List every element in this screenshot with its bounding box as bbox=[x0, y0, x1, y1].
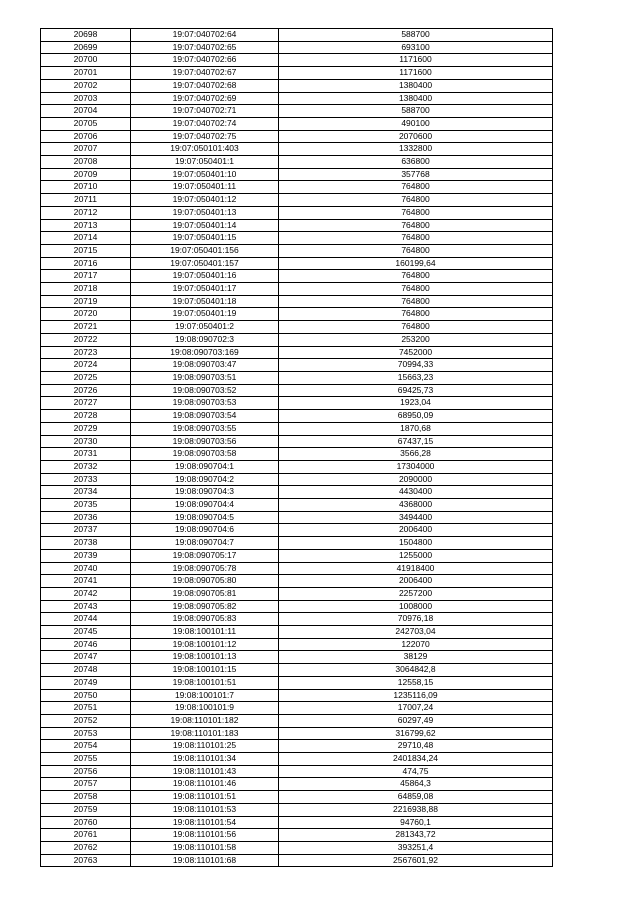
row-number-cell: 20755 bbox=[41, 753, 131, 766]
value-cell: 1923,04 bbox=[279, 397, 553, 410]
value-cell: 242703,04 bbox=[279, 626, 553, 639]
value-cell: 316799,62 bbox=[279, 727, 553, 740]
row-number-cell: 20728 bbox=[41, 410, 131, 423]
row-number-cell: 20703 bbox=[41, 92, 131, 105]
cadastral-number-cell: 19:08:090703:51 bbox=[131, 371, 279, 384]
value-cell: 764800 bbox=[279, 244, 553, 257]
row-number-cell: 20699 bbox=[41, 41, 131, 54]
row-number-cell: 20761 bbox=[41, 829, 131, 842]
cadastral-number-cell: 19:07:040702:74 bbox=[131, 117, 279, 130]
value-cell: 588700 bbox=[279, 105, 553, 118]
cadastral-number-cell: 19:08:090703:58 bbox=[131, 448, 279, 461]
table-row bbox=[41, 829, 553, 842]
cadastral-number-cell: 19:08:100101:13 bbox=[131, 651, 279, 664]
table-row bbox=[41, 219, 553, 232]
cadastral-number-cell: 19:08:090704:3 bbox=[131, 486, 279, 499]
value-cell: 94760,1 bbox=[279, 816, 553, 829]
value-cell: 2257200 bbox=[279, 587, 553, 600]
cadastral-value-table bbox=[40, 28, 553, 867]
cadastral-number-cell: 19:07:040702:69 bbox=[131, 92, 279, 105]
cadastral-number-cell: 19:08:110101:56 bbox=[131, 829, 279, 842]
cadastral-number-cell: 19:07:040702:75 bbox=[131, 130, 279, 143]
cadastral-number-cell: 19:08:110101:25 bbox=[131, 740, 279, 753]
cadastral-number-cell: 19:08:090703:169 bbox=[131, 346, 279, 359]
cadastral-number-cell: 19:08:090705:80 bbox=[131, 575, 279, 588]
value-cell: 693100 bbox=[279, 41, 553, 54]
cadastral-number-cell: 19:07:050401:156 bbox=[131, 244, 279, 257]
cadastral-number-cell: 19:08:100101:15 bbox=[131, 664, 279, 677]
value-cell: 122070 bbox=[279, 638, 553, 651]
cadastral-number-cell: 19:08:090705:78 bbox=[131, 562, 279, 575]
value-cell: 1008000 bbox=[279, 600, 553, 613]
table-row bbox=[41, 854, 553, 867]
row-number-cell: 20731 bbox=[41, 448, 131, 461]
value-cell: 253200 bbox=[279, 333, 553, 346]
table-row bbox=[41, 397, 553, 410]
row-number-cell: 20724 bbox=[41, 359, 131, 372]
value-cell: 29710,48 bbox=[279, 740, 553, 753]
row-number-cell: 20762 bbox=[41, 842, 131, 855]
table-row bbox=[41, 676, 553, 689]
row-number-cell: 20711 bbox=[41, 194, 131, 207]
row-number-cell: 20720 bbox=[41, 308, 131, 321]
row-number-cell: 20706 bbox=[41, 130, 131, 143]
table-row bbox=[41, 359, 553, 372]
value-cell: 357768 bbox=[279, 168, 553, 181]
table-row bbox=[41, 143, 553, 156]
value-cell: 764800 bbox=[279, 321, 553, 334]
value-cell: 2090000 bbox=[279, 473, 553, 486]
cadastral-number-cell: 19:08:090704:7 bbox=[131, 537, 279, 550]
table-row bbox=[41, 67, 553, 80]
cadastral-number-cell: 19:08:110101:34 bbox=[131, 753, 279, 766]
table-row bbox=[41, 41, 553, 54]
row-number-cell: 20757 bbox=[41, 778, 131, 791]
value-cell: 1332800 bbox=[279, 143, 553, 156]
value-cell: 41918400 bbox=[279, 562, 553, 575]
row-number-cell: 20702 bbox=[41, 79, 131, 92]
value-cell: 2006400 bbox=[279, 524, 553, 537]
value-cell: 1235116,09 bbox=[279, 689, 553, 702]
table-row bbox=[41, 244, 553, 257]
row-number-cell: 20712 bbox=[41, 206, 131, 219]
row-number-cell: 20750 bbox=[41, 689, 131, 702]
table-row bbox=[41, 410, 553, 423]
row-number-cell: 20746 bbox=[41, 638, 131, 651]
cadastral-number-cell: 19:08:090705:82 bbox=[131, 600, 279, 613]
cadastral-number-cell: 19:08:110101:68 bbox=[131, 854, 279, 867]
value-cell: 70994,33 bbox=[279, 359, 553, 372]
table-row bbox=[41, 473, 553, 486]
row-number-cell: 20735 bbox=[41, 499, 131, 512]
row-number-cell: 20704 bbox=[41, 105, 131, 118]
cadastral-number-cell: 19:08:090703:53 bbox=[131, 397, 279, 410]
cadastral-number-cell: 19:08:110101:58 bbox=[131, 842, 279, 855]
row-number-cell: 20701 bbox=[41, 67, 131, 80]
table-row bbox=[41, 740, 553, 753]
value-cell: 2006400 bbox=[279, 575, 553, 588]
row-number-cell: 20743 bbox=[41, 600, 131, 613]
cadastral-number-cell: 19:08:100101:9 bbox=[131, 702, 279, 715]
row-number-cell: 20722 bbox=[41, 333, 131, 346]
value-cell: 1504800 bbox=[279, 537, 553, 550]
value-cell: 281343,72 bbox=[279, 829, 553, 842]
value-cell: 1380400 bbox=[279, 79, 553, 92]
row-number-cell: 20745 bbox=[41, 626, 131, 639]
table-row bbox=[41, 308, 553, 321]
row-number-cell: 20754 bbox=[41, 740, 131, 753]
value-cell: 70976,18 bbox=[279, 613, 553, 626]
table-row bbox=[41, 232, 553, 245]
row-number-cell: 20738 bbox=[41, 537, 131, 550]
table-row bbox=[41, 194, 553, 207]
value-cell: 764800 bbox=[279, 270, 553, 283]
table-row bbox=[41, 753, 553, 766]
row-number-cell: 20737 bbox=[41, 524, 131, 537]
table-row bbox=[41, 435, 553, 448]
cadastral-number-cell: 19:07:040702:68 bbox=[131, 79, 279, 92]
value-cell: 68950,09 bbox=[279, 410, 553, 423]
value-cell: 2401834,24 bbox=[279, 753, 553, 766]
table-row bbox=[41, 181, 553, 194]
table-row bbox=[41, 117, 553, 130]
row-number-cell: 20758 bbox=[41, 791, 131, 804]
table-row bbox=[41, 295, 553, 308]
table-row bbox=[41, 638, 553, 651]
table-row bbox=[41, 460, 553, 473]
cadastral-number-cell: 19:07:050401:18 bbox=[131, 295, 279, 308]
row-number-cell: 20727 bbox=[41, 397, 131, 410]
row-number-cell: 20721 bbox=[41, 321, 131, 334]
table-row bbox=[41, 702, 553, 715]
row-number-cell: 20763 bbox=[41, 854, 131, 867]
table-row bbox=[41, 778, 553, 791]
cadastral-number-cell: 19:08:090702:3 bbox=[131, 333, 279, 346]
table-row bbox=[41, 562, 553, 575]
cadastral-number-cell: 19:08:090703:56 bbox=[131, 435, 279, 448]
cadastral-number-cell: 19:08:100101:7 bbox=[131, 689, 279, 702]
value-cell: 764800 bbox=[279, 181, 553, 194]
cadastral-number-cell: 19:07:050401:2 bbox=[131, 321, 279, 334]
cadastral-number-cell: 19:08:110101:54 bbox=[131, 816, 279, 829]
value-cell: 7452000 bbox=[279, 346, 553, 359]
row-number-cell: 20732 bbox=[41, 460, 131, 473]
cadastral-number-cell: 19:07:040702:71 bbox=[131, 105, 279, 118]
value-cell: 636800 bbox=[279, 156, 553, 169]
document-page bbox=[40, 28, 552, 867]
cadastral-number-cell: 19:08:090704:2 bbox=[131, 473, 279, 486]
row-number-cell: 20760 bbox=[41, 816, 131, 829]
table-row bbox=[41, 587, 553, 600]
cadastral-number-cell: 19:08:110101:53 bbox=[131, 803, 279, 816]
table-row bbox=[41, 575, 553, 588]
row-number-cell: 20719 bbox=[41, 295, 131, 308]
table-row bbox=[41, 549, 553, 562]
value-cell: 764800 bbox=[279, 283, 553, 296]
value-cell: 17304000 bbox=[279, 460, 553, 473]
value-cell: 1380400 bbox=[279, 92, 553, 105]
value-cell: 1171600 bbox=[279, 54, 553, 67]
table-row bbox=[41, 791, 553, 804]
cadastral-number-cell: 19:07:050401:16 bbox=[131, 270, 279, 283]
row-number-cell: 20718 bbox=[41, 283, 131, 296]
cadastral-number-cell: 19:08:090704:6 bbox=[131, 524, 279, 537]
table-row bbox=[41, 105, 553, 118]
row-number-cell: 20707 bbox=[41, 143, 131, 156]
cadastral-number-cell: 19:08:110101:182 bbox=[131, 714, 279, 727]
value-cell: 15663,23 bbox=[279, 371, 553, 384]
table-body bbox=[41, 29, 553, 867]
cadastral-number-cell: 19:07:050101:403 bbox=[131, 143, 279, 156]
cadastral-number-cell: 19:07:050401:1 bbox=[131, 156, 279, 169]
cadastral-number-cell: 19:07:050401:14 bbox=[131, 219, 279, 232]
row-number-cell: 20729 bbox=[41, 422, 131, 435]
row-number-cell: 20747 bbox=[41, 651, 131, 664]
value-cell: 160199,64 bbox=[279, 257, 553, 270]
cadastral-number-cell: 19:08:090703:54 bbox=[131, 410, 279, 423]
row-number-cell: 20734 bbox=[41, 486, 131, 499]
value-cell: 393251,4 bbox=[279, 842, 553, 855]
cadastral-number-cell: 19:08:090704:5 bbox=[131, 511, 279, 524]
cadastral-number-cell: 19:08:090703:47 bbox=[131, 359, 279, 372]
table-row bbox=[41, 156, 553, 169]
table-row bbox=[41, 79, 553, 92]
table-row bbox=[41, 651, 553, 664]
row-number-cell: 20730 bbox=[41, 435, 131, 448]
row-number-cell: 20749 bbox=[41, 676, 131, 689]
value-cell: 64859,08 bbox=[279, 791, 553, 804]
cadastral-number-cell: 19:08:090705:17 bbox=[131, 549, 279, 562]
row-number-cell: 20759 bbox=[41, 803, 131, 816]
row-number-cell: 20733 bbox=[41, 473, 131, 486]
row-number-cell: 20714 bbox=[41, 232, 131, 245]
row-number-cell: 20742 bbox=[41, 587, 131, 600]
row-number-cell: 20716 bbox=[41, 257, 131, 270]
cadastral-number-cell: 19:08:100101:11 bbox=[131, 626, 279, 639]
cadastral-number-cell: 19:08:090705:81 bbox=[131, 587, 279, 600]
value-cell: 1255000 bbox=[279, 549, 553, 562]
table-row bbox=[41, 54, 553, 67]
cadastral-number-cell: 19:07:050401:15 bbox=[131, 232, 279, 245]
table-row bbox=[41, 384, 553, 397]
value-cell: 490100 bbox=[279, 117, 553, 130]
table-row bbox=[41, 371, 553, 384]
row-number-cell: 20725 bbox=[41, 371, 131, 384]
cadastral-number-cell: 19:08:110101:43 bbox=[131, 765, 279, 778]
table-row bbox=[41, 511, 553, 524]
table-row bbox=[41, 626, 553, 639]
value-cell: 67437,15 bbox=[279, 435, 553, 448]
table-row bbox=[41, 613, 553, 626]
cadastral-number-cell: 19:07:050401:13 bbox=[131, 206, 279, 219]
cadastral-number-cell: 19:08:090704:1 bbox=[131, 460, 279, 473]
value-cell: 764800 bbox=[279, 194, 553, 207]
value-cell: 3064842,8 bbox=[279, 664, 553, 677]
value-cell: 45864,3 bbox=[279, 778, 553, 791]
row-number-cell: 20748 bbox=[41, 664, 131, 677]
row-number-cell: 20751 bbox=[41, 702, 131, 715]
table-row bbox=[41, 92, 553, 105]
value-cell: 60297,49 bbox=[279, 714, 553, 727]
table-row bbox=[41, 803, 553, 816]
cadastral-number-cell: 19:08:090705:83 bbox=[131, 613, 279, 626]
table-row bbox=[41, 206, 553, 219]
cadastral-number-cell: 19:08:110101:51 bbox=[131, 791, 279, 804]
value-cell: 2070600 bbox=[279, 130, 553, 143]
cadastral-number-cell: 19:07:050401:12 bbox=[131, 194, 279, 207]
cadastral-number-cell: 19:08:090703:55 bbox=[131, 422, 279, 435]
table-row bbox=[41, 499, 553, 512]
value-cell: 764800 bbox=[279, 206, 553, 219]
cadastral-number-cell: 19:08:100101:12 bbox=[131, 638, 279, 651]
row-number-cell: 20705 bbox=[41, 117, 131, 130]
row-number-cell: 20753 bbox=[41, 727, 131, 740]
table-row bbox=[41, 600, 553, 613]
cadastral-number-cell: 19:07:040702:66 bbox=[131, 54, 279, 67]
table-row bbox=[41, 257, 553, 270]
cadastral-number-cell: 19:07:050401:11 bbox=[131, 181, 279, 194]
row-number-cell: 20741 bbox=[41, 575, 131, 588]
value-cell: 4430400 bbox=[279, 486, 553, 499]
cadastral-number-cell: 19:07:050401:10 bbox=[131, 168, 279, 181]
row-number-cell: 20709 bbox=[41, 168, 131, 181]
table-row bbox=[41, 842, 553, 855]
value-cell: 38129 bbox=[279, 651, 553, 664]
table-row bbox=[41, 689, 553, 702]
table-row bbox=[41, 29, 553, 42]
row-number-cell: 20710 bbox=[41, 181, 131, 194]
row-number-cell: 20740 bbox=[41, 562, 131, 575]
row-number-cell: 20713 bbox=[41, 219, 131, 232]
row-number-cell: 20723 bbox=[41, 346, 131, 359]
cadastral-number-cell: 19:07:040702:67 bbox=[131, 67, 279, 80]
table-row bbox=[41, 537, 553, 550]
table-row bbox=[41, 448, 553, 461]
row-number-cell: 20744 bbox=[41, 613, 131, 626]
value-cell: 2567601,92 bbox=[279, 854, 553, 867]
value-cell: 3566,28 bbox=[279, 448, 553, 461]
table-row bbox=[41, 168, 553, 181]
table-row bbox=[41, 283, 553, 296]
value-cell: 1870,68 bbox=[279, 422, 553, 435]
row-number-cell: 20717 bbox=[41, 270, 131, 283]
table-row bbox=[41, 333, 553, 346]
table-row bbox=[41, 346, 553, 359]
value-cell: 69425,73 bbox=[279, 384, 553, 397]
cadastral-number-cell: 19:07:050401:19 bbox=[131, 308, 279, 321]
cadastral-number-cell: 19:08:100101:51 bbox=[131, 676, 279, 689]
row-number-cell: 20715 bbox=[41, 244, 131, 257]
cadastral-number-cell: 19:07:040702:65 bbox=[131, 41, 279, 54]
table-row bbox=[41, 727, 553, 740]
row-number-cell: 20756 bbox=[41, 765, 131, 778]
value-cell: 4368000 bbox=[279, 499, 553, 512]
value-cell: 17007,24 bbox=[279, 702, 553, 715]
table-row bbox=[41, 816, 553, 829]
table-row bbox=[41, 765, 553, 778]
row-number-cell: 20739 bbox=[41, 549, 131, 562]
value-cell: 764800 bbox=[279, 295, 553, 308]
row-number-cell: 20726 bbox=[41, 384, 131, 397]
cadastral-number-cell: 19:08:090704:4 bbox=[131, 499, 279, 512]
value-cell: 2216938,88 bbox=[279, 803, 553, 816]
cadastral-number-cell: 19:07:050401:17 bbox=[131, 283, 279, 296]
table-row bbox=[41, 130, 553, 143]
table-row bbox=[41, 524, 553, 537]
row-number-cell: 20700 bbox=[41, 54, 131, 67]
row-number-cell: 20698 bbox=[41, 29, 131, 42]
value-cell: 588700 bbox=[279, 29, 553, 42]
cadastral-number-cell: 19:07:040702:64 bbox=[131, 29, 279, 42]
table-row bbox=[41, 486, 553, 499]
value-cell: 12558,15 bbox=[279, 676, 553, 689]
table-row bbox=[41, 321, 553, 334]
value-cell: 474,75 bbox=[279, 765, 553, 778]
row-number-cell: 20708 bbox=[41, 156, 131, 169]
table-row bbox=[41, 664, 553, 677]
value-cell: 764800 bbox=[279, 308, 553, 321]
cadastral-number-cell: 19:08:110101:46 bbox=[131, 778, 279, 791]
cadastral-number-cell: 19:08:090703:52 bbox=[131, 384, 279, 397]
table-row bbox=[41, 422, 553, 435]
row-number-cell: 20736 bbox=[41, 511, 131, 524]
table-row bbox=[41, 270, 553, 283]
value-cell: 764800 bbox=[279, 219, 553, 232]
value-cell: 3494400 bbox=[279, 511, 553, 524]
cadastral-number-cell: 19:08:110101:183 bbox=[131, 727, 279, 740]
cadastral-number-cell: 19:07:050401:157 bbox=[131, 257, 279, 270]
value-cell: 1171600 bbox=[279, 67, 553, 80]
row-number-cell: 20752 bbox=[41, 714, 131, 727]
table-row bbox=[41, 714, 553, 727]
value-cell: 764800 bbox=[279, 232, 553, 245]
